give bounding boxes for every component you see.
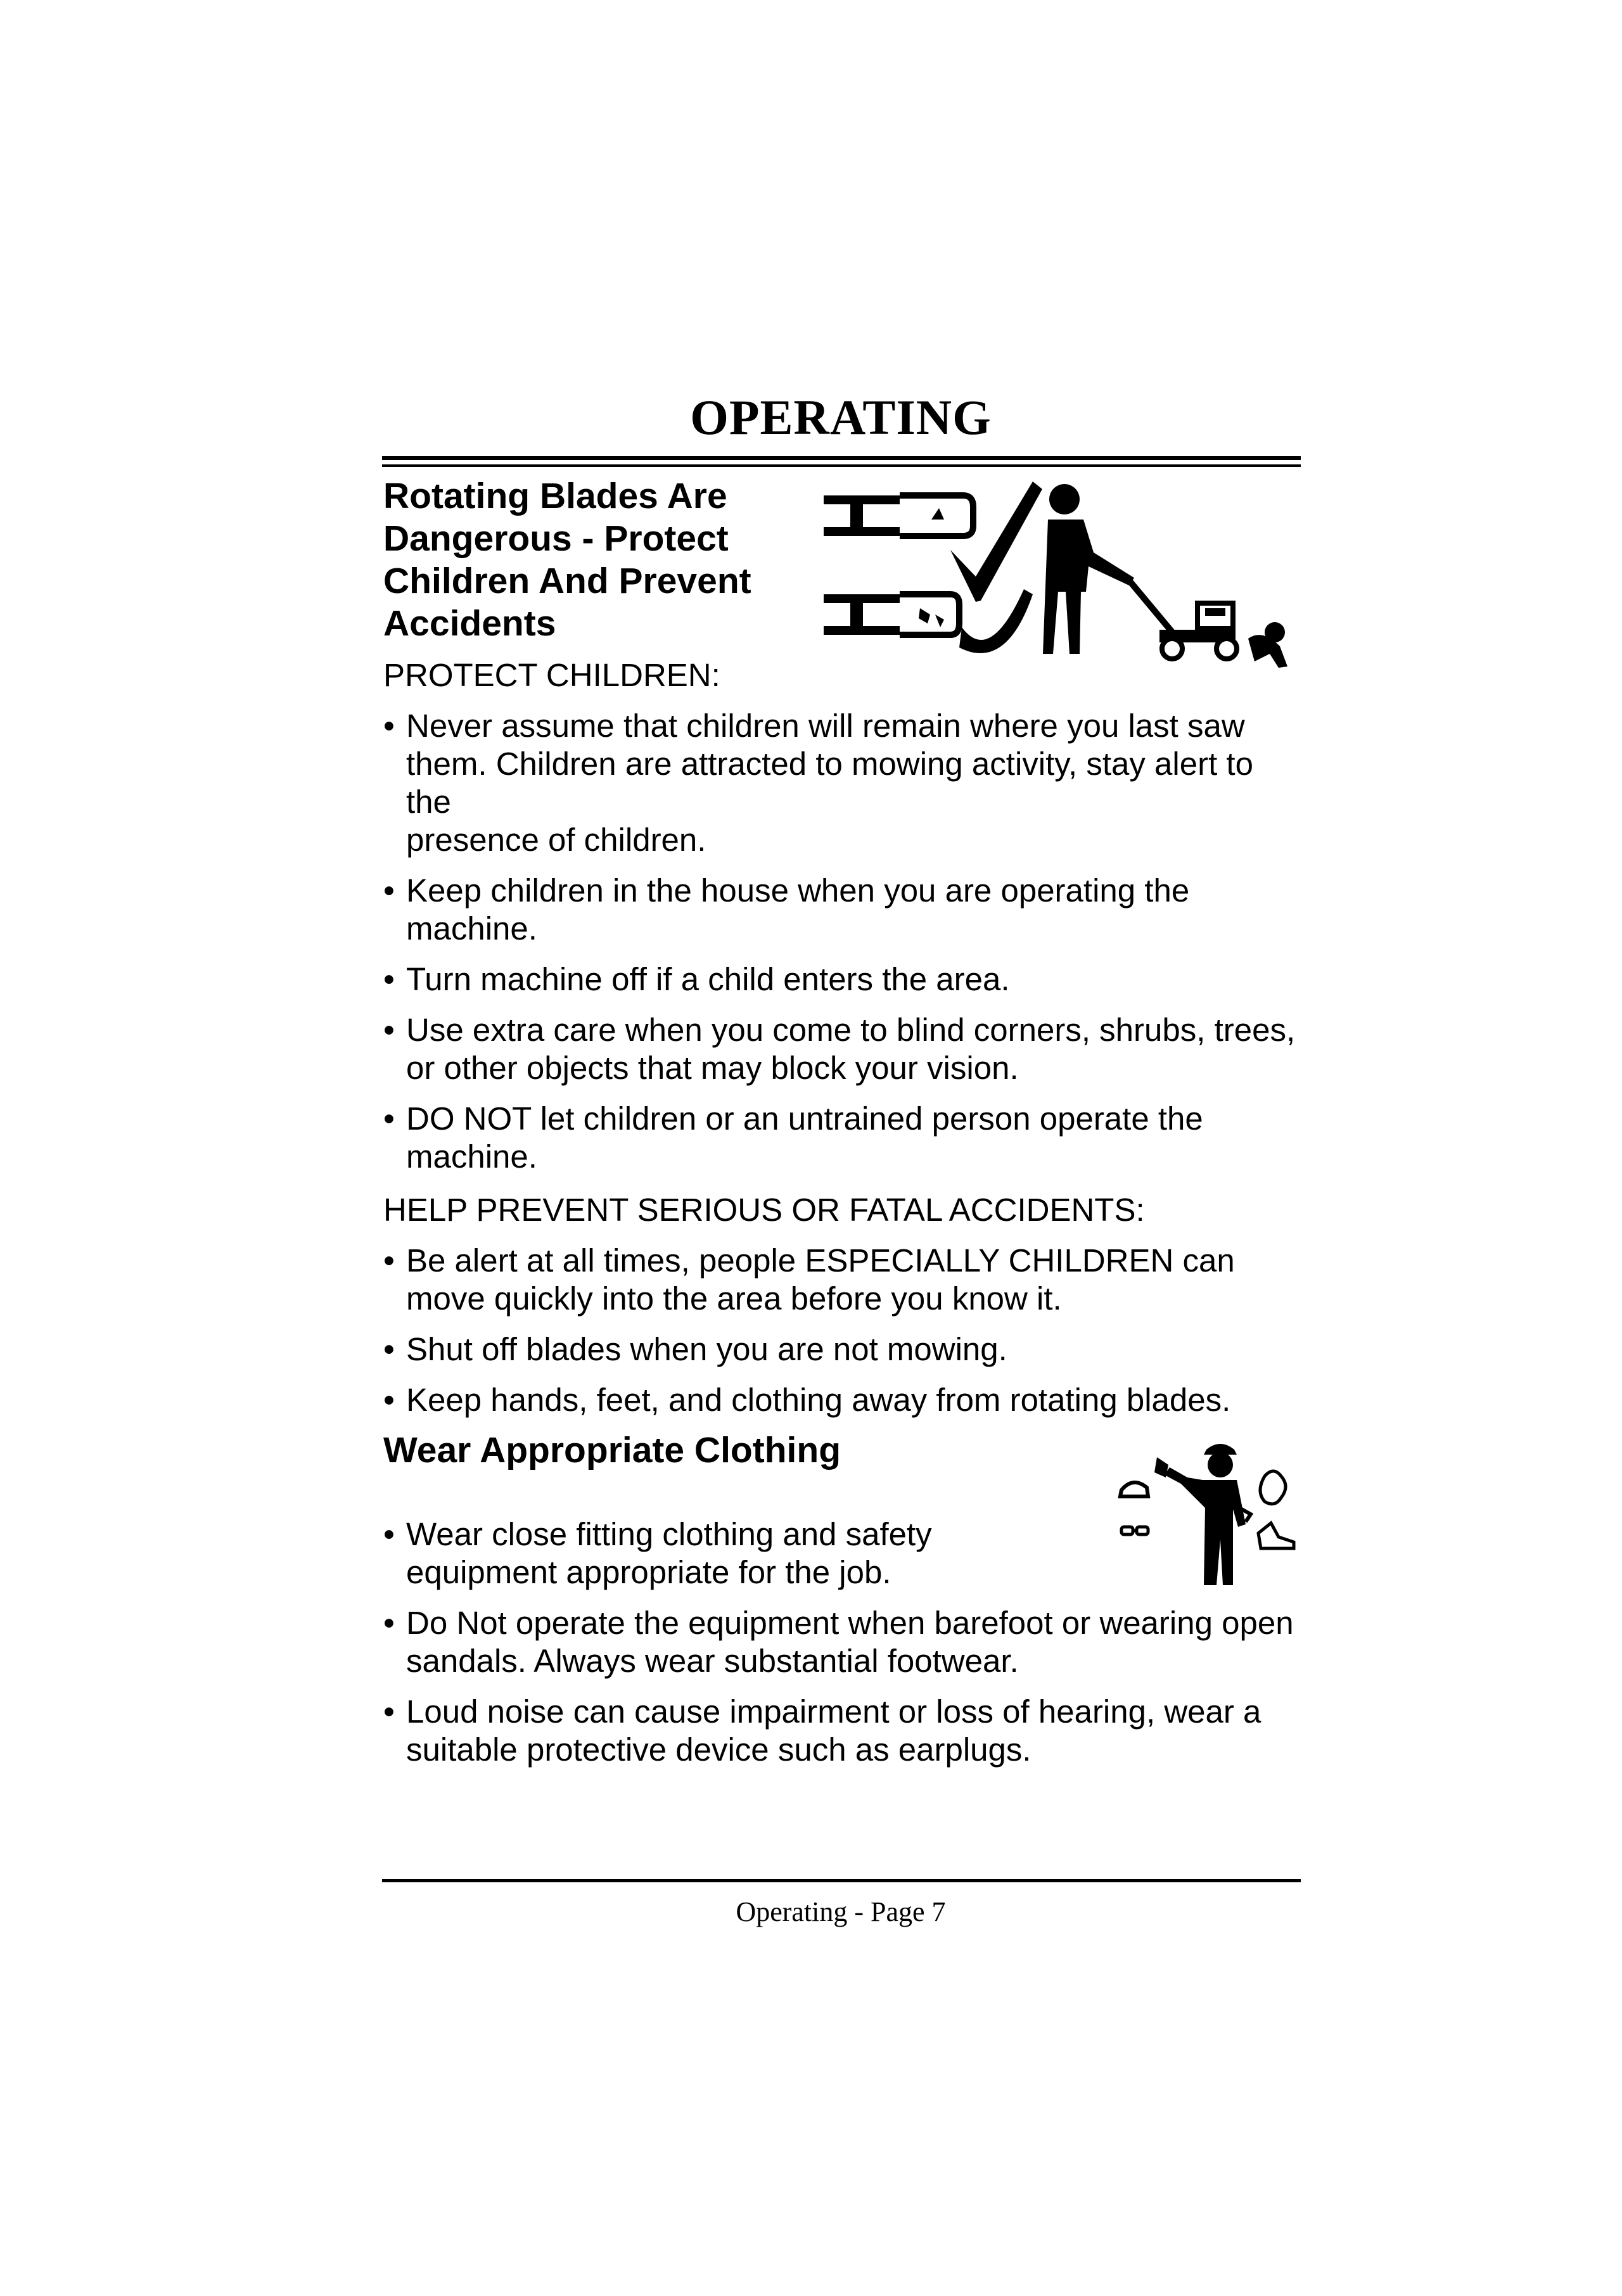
list-item-line: Wear close fitting clothing and safety <box>406 1516 932 1552</box>
bullet: • <box>383 1516 395 1552</box>
list-item-line: Loud noise can cause impairment or loss of hearing, wear a <box>406 1693 1261 1730</box>
section-clothing-heading: Wear Appropriate Clothing <box>383 1430 841 1470</box>
title-rule <box>382 456 1301 460</box>
list-item <box>383 707 1296 859</box>
list-item-line: them. Children are attracted to mowing activity, stay alert to the <box>406 746 1253 820</box>
list-item-line: move quickly into the area before you know it. <box>406 1280 1062 1317</box>
list-item-line: or other objects that may block your vision. <box>406 1050 1019 1086</box>
bullet: • <box>383 1605 395 1641</box>
clothing-list <box>383 1515 1296 1769</box>
bullet: • <box>383 1242 395 1279</box>
page-footer: Operating - Page 7 <box>736 1896 946 1927</box>
section-rotating-blades-heading <box>383 475 827 645</box>
mower-child-warning-icon <box>1039 483 1293 673</box>
list-item-line: sandals. Always wear substantial footwear. <box>406 1643 1019 1679</box>
list-item <box>383 1242 1296 1318</box>
heading-line: Accidents <box>383 603 556 644</box>
list-item-line: machine. <box>406 1138 537 1175</box>
protect-children-list <box>383 707 1296 1176</box>
list-item <box>383 1515 1296 1591</box>
bullet: • <box>383 1012 395 1048</box>
list-item-line: Keep children in the house when you are operating the <box>406 872 1190 909</box>
bullet: • <box>383 872 395 909</box>
list-item-line: Be alert at all times, people ESPECIALLY CHILDREN can <box>406 1242 1235 1279</box>
bullet: • <box>383 1100 395 1137</box>
title-rule-thin <box>382 464 1301 467</box>
list-item-line: Shut off blades when you are not mowing. <box>406 1331 1007 1367</box>
list-item <box>383 1011 1296 1087</box>
list-item-line: Never assume that children will remain where you last saw <box>406 708 1245 744</box>
page-title: OPERATING <box>690 390 992 445</box>
blade-hazard-icon <box>824 482 1052 672</box>
bullet: • <box>383 961 395 997</box>
list-item <box>383 1381 1296 1419</box>
list-item-line: presence of children. <box>406 822 706 858</box>
list-item <box>383 872 1296 948</box>
list-item-line: equipment appropriate for the job. <box>406 1554 891 1590</box>
list-item <box>383 960 1296 998</box>
bullet: • <box>383 708 395 744</box>
heading-line: Rotating Blades Are <box>383 476 727 516</box>
list-item-line: Do Not operate the equipment when barefoot or wearing open <box>406 1605 1294 1641</box>
section-clothing-body <box>383 1515 1296 1782</box>
footer-rule <box>382 1879 1301 1882</box>
list-item-line: Turn machine off if a child enters the area. <box>406 961 1010 997</box>
list-item <box>383 1330 1296 1368</box>
list-item-line: Use extra care when you come to blind corners, shrubs, trees, <box>406 1012 1296 1048</box>
section-clothing-heading-wrap <box>383 1429 954 1472</box>
list-item-line: suitable protective device such as earplugs. <box>406 1732 1031 1768</box>
list-item-line: machine. <box>406 910 537 947</box>
list-item <box>383 1100 1296 1176</box>
list-item-line: DO NOT let children or an untrained person operate the <box>406 1100 1203 1137</box>
heading-line: Children And Prevent <box>383 561 751 601</box>
heading-line: Dangerous - Protect <box>383 518 729 559</box>
list-item-line: Keep hands, feet, and clothing away from rotating blades. <box>406 1382 1231 1418</box>
subhead-protect-children: PROTECT CHILDREN: <box>383 657 720 693</box>
list-item <box>383 1693 1296 1769</box>
bullet: • <box>383 1382 395 1418</box>
bullet: • <box>383 1693 395 1730</box>
section-rotating-blades-body <box>383 656 1296 1432</box>
list-item <box>383 1604 1296 1680</box>
subhead-prevent-accidents: HELP PREVENT SERIOUS OR FATAL ACCIDENTS: <box>383 1192 1145 1228</box>
bullet: • <box>383 1331 395 1367</box>
prevent-accidents-list <box>383 1242 1296 1419</box>
